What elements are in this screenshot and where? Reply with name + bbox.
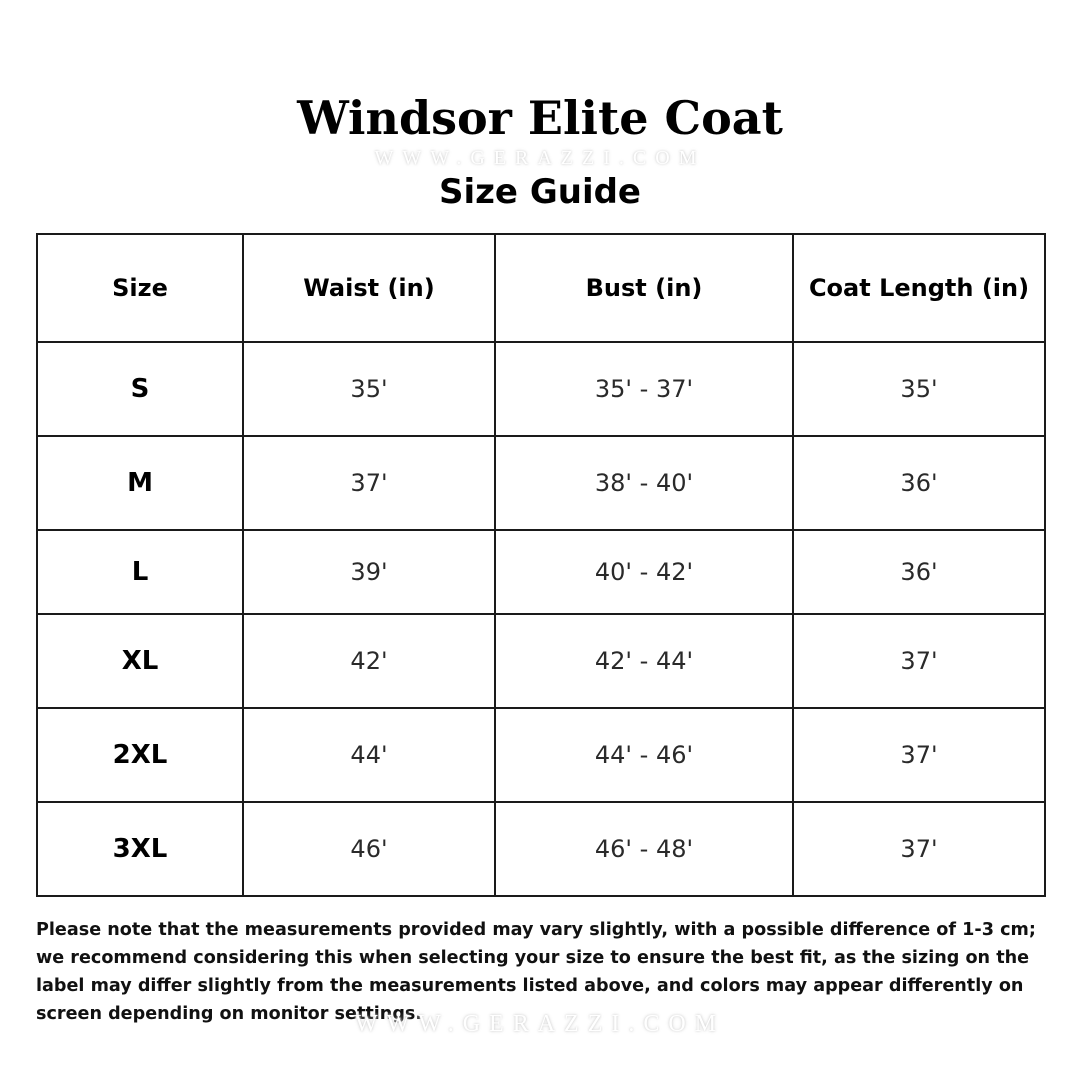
measurement-disclaimer: Please note that the measurements provided may vary slightly, with a possible difference of 1-3 cm; we recommend considering this when selecting your size to ensure the best fit, as the sizing on the label may differ slightly from the measurements listed above, and colors may appear differently on screen depending on monitor settings.: [36, 920, 1036, 1024]
bust-cell: 44' - 46': [495, 708, 793, 802]
bust-cell: 42' - 44': [495, 614, 793, 708]
table-row: [37, 342, 1045, 436]
size-cell: L: [37, 530, 243, 614]
coat-length-cell: 37': [793, 802, 1045, 896]
waist-cell: 37': [243, 436, 495, 530]
size-cell: XL: [37, 614, 243, 708]
table-header-row: [37, 234, 1045, 342]
coat-length-cell: 36': [793, 436, 1045, 530]
header-bust: Bust (in): [495, 234, 793, 342]
header-waist: Waist (in): [243, 234, 495, 342]
waist-cell: 39': [243, 530, 495, 614]
waist-cell: 35': [243, 342, 495, 436]
watermark-top: WWW.GERAZZI.COM: [374, 147, 706, 169]
coat-length-cell: 35': [793, 342, 1045, 436]
bust-cell: 40' - 42': [495, 530, 793, 614]
bust-cell: 38' - 40': [495, 436, 793, 530]
waist-cell: 44': [243, 708, 495, 802]
size-table: [36, 233, 1046, 897]
bust-cell: 46' - 48': [495, 802, 793, 896]
size-cell: S: [37, 342, 243, 436]
watermark-bottom: WWW.GERAZZI.COM: [354, 1011, 726, 1037]
waist-cell: 42': [243, 614, 495, 708]
size-cell: 2XL: [37, 708, 243, 802]
table-row: [37, 530, 1045, 614]
coat-length-cell: 37': [793, 708, 1045, 802]
table-row: [37, 436, 1045, 530]
size-cell: 3XL: [37, 802, 243, 896]
waist-cell: 46': [243, 802, 495, 896]
table-row: [37, 802, 1045, 896]
table-row: [37, 614, 1045, 708]
size-cell: M: [37, 436, 243, 530]
size-guide-heading: Size Guide: [439, 172, 641, 212]
coat-length-cell: 36': [793, 530, 1045, 614]
header-coat-length: Coat Length (in): [793, 234, 1045, 342]
header-size: Size: [37, 234, 243, 342]
coat-length-cell: 37': [793, 614, 1045, 708]
bust-cell: 35' - 37': [495, 342, 793, 436]
product-title: Windsor Elite Coat: [297, 91, 783, 145]
table-row: [37, 708, 1045, 802]
